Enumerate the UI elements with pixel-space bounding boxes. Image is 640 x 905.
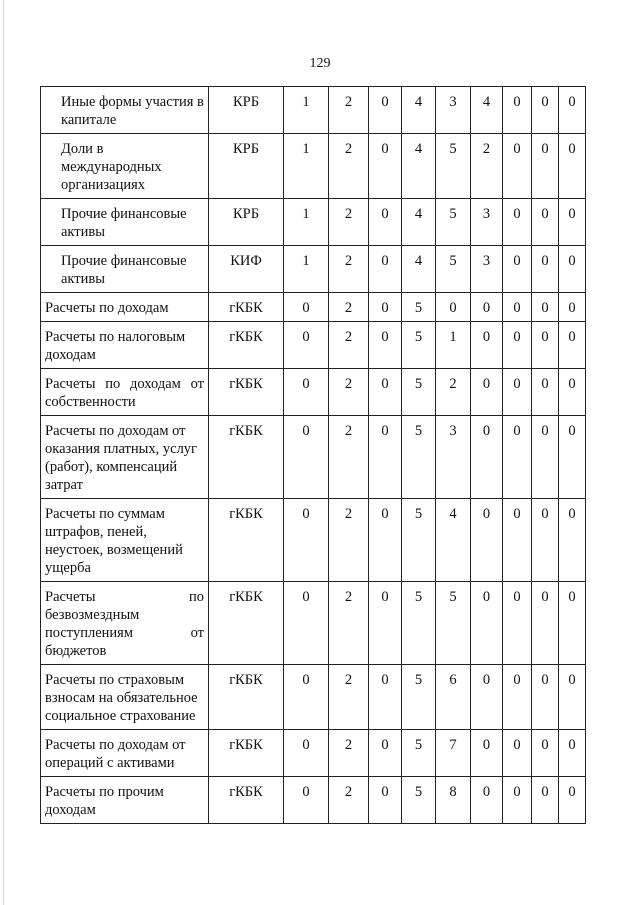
- account-name-cell: Доли в международных организациях: [41, 134, 209, 199]
- account-type-cell: КРБ: [209, 199, 284, 246]
- code-digit-cell: 0: [471, 369, 503, 416]
- code-digit-cell: 0: [369, 582, 402, 665]
- code-digit-cell: 0: [284, 582, 329, 665]
- code-digit-cell: 5: [402, 293, 436, 322]
- code-digit-cell: 2: [329, 730, 369, 777]
- account-type-cell: гКБК: [209, 322, 284, 369]
- code-digit-cell: 0: [284, 416, 329, 499]
- account-type-cell: гКБК: [209, 665, 284, 730]
- code-digit-cell: 0: [559, 322, 586, 369]
- code-digit-cell: 0: [503, 322, 532, 369]
- accounts-table-body: [41, 87, 586, 824]
- account-name-cell: Расчеты по доходам: [41, 293, 209, 322]
- code-digit-cell: 2: [329, 322, 369, 369]
- code-digit-cell: 5: [402, 582, 436, 665]
- account-type-cell: КИФ: [209, 246, 284, 293]
- code-digit-cell: 0: [532, 730, 559, 777]
- code-digit-cell: 5: [436, 134, 471, 199]
- code-digit-cell: 0: [369, 499, 402, 582]
- code-digit-cell: 2: [329, 87, 369, 134]
- code-digit-cell: 0: [503, 199, 532, 246]
- code-digit-cell: 0: [532, 369, 559, 416]
- account-name-cell: Прочие финансовые активы: [41, 199, 209, 246]
- code-digit-cell: 0: [503, 246, 532, 293]
- table-row: [41, 777, 586, 824]
- table-row: [41, 246, 586, 293]
- code-digit-cell: 0: [559, 665, 586, 730]
- table-row: [41, 322, 586, 369]
- code-digit-cell: 0: [559, 246, 586, 293]
- code-digit-cell: 2: [329, 134, 369, 199]
- code-digit-cell: 0: [471, 293, 503, 322]
- code-digit-cell: 6: [436, 665, 471, 730]
- code-digit-cell: 5: [436, 246, 471, 293]
- account-type-cell: КРБ: [209, 87, 284, 134]
- code-digit-cell: 1: [284, 199, 329, 246]
- code-digit-cell: 8: [436, 777, 471, 824]
- account-type-cell: КРБ: [209, 134, 284, 199]
- code-digit-cell: 0: [284, 293, 329, 322]
- code-digit-cell: 0: [559, 582, 586, 665]
- code-digit-cell: 4: [436, 499, 471, 582]
- code-digit-cell: 3: [471, 199, 503, 246]
- code-digit-cell: 0: [369, 777, 402, 824]
- code-digit-cell: 3: [471, 246, 503, 293]
- code-digit-cell: 3: [436, 87, 471, 134]
- account-type-cell: гКБК: [209, 777, 284, 824]
- code-digit-cell: 0: [532, 416, 559, 499]
- code-digit-cell: 0: [503, 499, 532, 582]
- code-digit-cell: 2: [329, 777, 369, 824]
- code-digit-cell: 0: [503, 369, 532, 416]
- code-digit-cell: 0: [436, 293, 471, 322]
- code-digit-cell: 3: [436, 416, 471, 499]
- code-digit-cell: 1: [284, 134, 329, 199]
- code-digit-cell: 0: [369, 87, 402, 134]
- code-digit-cell: 4: [471, 87, 503, 134]
- code-digit-cell: 2: [329, 199, 369, 246]
- code-digit-cell: 0: [369, 369, 402, 416]
- code-digit-cell: 0: [559, 499, 586, 582]
- account-name-cell: Расчеты по безвозмездным поступлениям от бюджетов: [41, 582, 209, 665]
- account-name-cell: Расчеты по страховым взносам на обязательное социальное страхование: [41, 665, 209, 730]
- code-digit-cell: 0: [503, 582, 532, 665]
- table-row: [41, 665, 586, 730]
- code-digit-cell: 2: [329, 665, 369, 730]
- code-digit-cell: 0: [503, 730, 532, 777]
- code-digit-cell: 0: [284, 730, 329, 777]
- code-digit-cell: 0: [284, 665, 329, 730]
- code-digit-cell: 0: [471, 730, 503, 777]
- scan-edge-line: [3, 0, 4, 905]
- code-digit-cell: 0: [532, 665, 559, 730]
- code-digit-cell: 5: [402, 777, 436, 824]
- account-name-cell: Расчеты по доходам от операций с активами: [41, 730, 209, 777]
- code-digit-cell: 0: [369, 293, 402, 322]
- code-digit-cell: 4: [402, 246, 436, 293]
- table-row: [41, 134, 586, 199]
- code-digit-cell: 4: [402, 134, 436, 199]
- account-name-cell: Расчеты по прочим доходам: [41, 777, 209, 824]
- code-digit-cell: 5: [436, 582, 471, 665]
- code-digit-cell: 0: [503, 416, 532, 499]
- code-digit-cell: 0: [369, 730, 402, 777]
- code-digit-cell: 0: [284, 499, 329, 582]
- code-digit-cell: 0: [532, 199, 559, 246]
- code-digit-cell: 0: [369, 134, 402, 199]
- code-digit-cell: 5: [402, 416, 436, 499]
- code-digit-cell: 0: [503, 134, 532, 199]
- account-type-cell: гКБК: [209, 499, 284, 582]
- table-row: [41, 369, 586, 416]
- account-type-cell: гКБК: [209, 730, 284, 777]
- code-digit-cell: 4: [402, 199, 436, 246]
- code-digit-cell: 0: [503, 665, 532, 730]
- code-digit-cell: 2: [329, 499, 369, 582]
- code-digit-cell: 2: [329, 416, 369, 499]
- code-digit-cell: 4: [402, 87, 436, 134]
- code-digit-cell: 0: [532, 246, 559, 293]
- code-digit-cell: 0: [369, 665, 402, 730]
- code-digit-cell: 1: [284, 87, 329, 134]
- table-row: [41, 199, 586, 246]
- code-digit-cell: 0: [284, 322, 329, 369]
- table-row: [41, 87, 586, 134]
- table-row: [41, 416, 586, 499]
- code-digit-cell: 0: [532, 293, 559, 322]
- code-digit-cell: 2: [329, 369, 369, 416]
- code-digit-cell: 0: [532, 582, 559, 665]
- code-digit-cell: 5: [402, 322, 436, 369]
- code-digit-cell: 0: [369, 246, 402, 293]
- code-digit-cell: 0: [559, 416, 586, 499]
- code-digit-cell: 2: [329, 293, 369, 322]
- code-digit-cell: 5: [402, 730, 436, 777]
- code-digit-cell: 5: [402, 369, 436, 416]
- code-digit-cell: 0: [559, 730, 586, 777]
- code-digit-cell: 0: [559, 777, 586, 824]
- account-name-cell: Иные формы участия в капитале: [41, 87, 209, 134]
- code-digit-cell: 0: [369, 416, 402, 499]
- code-digit-cell: 0: [369, 322, 402, 369]
- code-digit-cell: 0: [532, 777, 559, 824]
- code-digit-cell: 2: [436, 369, 471, 416]
- code-digit-cell: 0: [503, 293, 532, 322]
- code-digit-cell: 1: [436, 322, 471, 369]
- code-digit-cell: 2: [471, 134, 503, 199]
- account-type-cell: гКБК: [209, 369, 284, 416]
- code-digit-cell: 0: [559, 293, 586, 322]
- account-name-cell: Расчеты по доходам от собственности: [41, 369, 209, 416]
- table-row: [41, 499, 586, 582]
- code-digit-cell: 0: [532, 499, 559, 582]
- code-digit-cell: 0: [532, 322, 559, 369]
- code-digit-cell: 5: [402, 499, 436, 582]
- table-row: [41, 293, 586, 322]
- code-digit-cell: 0: [559, 369, 586, 416]
- account-name-cell: Расчеты по доходам от оказания платных, услуг (работ), компенсаций затрат: [41, 416, 209, 499]
- code-digit-cell: 0: [503, 87, 532, 134]
- account-type-cell: гКБК: [209, 293, 284, 322]
- code-digit-cell: 2: [329, 582, 369, 665]
- code-digit-cell: 5: [402, 665, 436, 730]
- code-digit-cell: 0: [471, 322, 503, 369]
- code-digit-cell: 0: [369, 199, 402, 246]
- code-digit-cell: 0: [471, 665, 503, 730]
- table-row: [41, 582, 586, 665]
- account-type-cell: гКБК: [209, 416, 284, 499]
- code-digit-cell: 0: [471, 582, 503, 665]
- code-digit-cell: 5: [436, 199, 471, 246]
- code-digit-cell: 0: [559, 134, 586, 199]
- code-digit-cell: 0: [471, 499, 503, 582]
- code-digit-cell: 0: [471, 777, 503, 824]
- code-digit-cell: 0: [284, 369, 329, 416]
- code-digit-cell: 2: [329, 246, 369, 293]
- account-name-cell: Расчеты по налоговым доходам: [41, 322, 209, 369]
- code-digit-cell: 1: [284, 246, 329, 293]
- code-digit-cell: 0: [559, 87, 586, 134]
- page-number: 129: [309, 56, 331, 71]
- account-type-cell: гКБК: [209, 582, 284, 665]
- account-name-cell: Расчеты по суммам штрафов, пеней, неустоек, возмещений ущерба: [41, 499, 209, 582]
- accounts-table: [40, 86, 586, 824]
- table-row: [41, 730, 586, 777]
- code-digit-cell: 7: [436, 730, 471, 777]
- account-name-cell: Прочие финансовые активы: [41, 246, 209, 293]
- code-digit-cell: 0: [532, 87, 559, 134]
- code-digit-cell: 0: [532, 134, 559, 199]
- code-digit-cell: 0: [559, 199, 586, 246]
- code-digit-cell: 0: [503, 777, 532, 824]
- code-digit-cell: 0: [471, 416, 503, 499]
- code-digit-cell: 0: [284, 777, 329, 824]
